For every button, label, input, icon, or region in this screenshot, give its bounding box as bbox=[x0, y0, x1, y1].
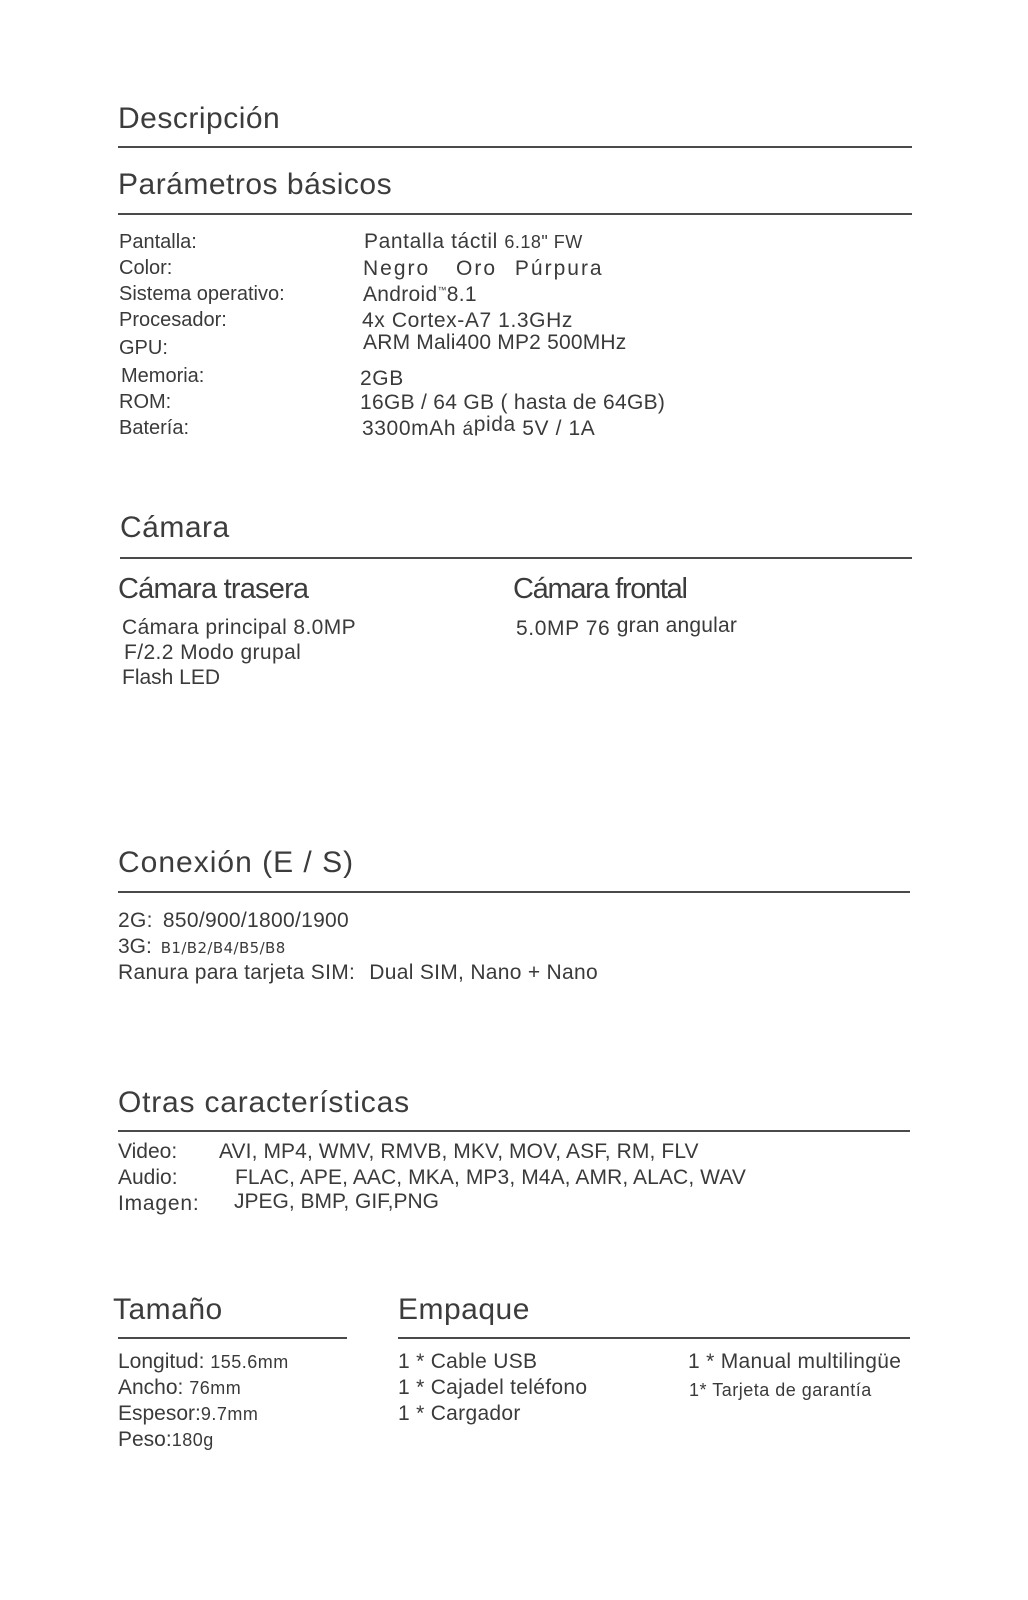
tamano-longitud-label: Longitud: bbox=[118, 1350, 205, 1373]
empaque-item-5: 1* Tarjeta de garantía bbox=[689, 1380, 872, 1400]
camara-trasera-line-1: Cámara principal 8.0MP bbox=[122, 616, 357, 639]
value-gpu: ARM Mali400 MP2 500MHz bbox=[363, 331, 627, 354]
conexion-sim bbox=[118, 961, 598, 985]
conexion-3g-value: B1/B2/B4/B5/B8 bbox=[160, 939, 286, 957]
conexion-sim-value: Dual SIM, Nano + Nano bbox=[369, 961, 598, 984]
camara-trasera-line-2: F/2.2 Modo grupal bbox=[124, 641, 302, 664]
color-purpura: Púrpura bbox=[514, 257, 604, 280]
conexion-rule bbox=[118, 891, 910, 893]
conexion-3g-label: 3G: bbox=[118, 935, 152, 958]
conexion-2g bbox=[118, 909, 349, 933]
label-so: Sistema operativo: bbox=[119, 283, 285, 305]
value-pantalla-size: 6.18" FW bbox=[504, 232, 583, 252]
otras-audio-value: FLAC, APE, AAC, MKA, MP3, M4A, AMR, ALAC, WAV bbox=[235, 1166, 746, 1189]
camara-heading: Cámara bbox=[120, 511, 230, 544]
empaque-item-1: 1 * Cable USB bbox=[398, 1350, 538, 1373]
label-memoria: Memoria: bbox=[121, 365, 205, 387]
label-bateria: Batería: bbox=[119, 417, 190, 439]
otras-video-value: AVI, MP4, WMV, RMVB, MKV, MOV, ASF, RM, FLV bbox=[219, 1140, 699, 1163]
bateria-capacidad: 3300mAh bbox=[362, 417, 457, 440]
camara-trasera-heading: Cámara trasera bbox=[118, 573, 309, 605]
camara-frontal-heading: Cámara frontal bbox=[513, 573, 687, 605]
bateria-accent: á bbox=[462, 419, 474, 440]
tamano-ancho bbox=[118, 1376, 241, 1400]
tamano-peso bbox=[118, 1428, 214, 1452]
conexion-3g bbox=[118, 935, 286, 959]
label-gpu: GPU: bbox=[119, 337, 168, 359]
conexion-heading: Conexión (E / S) bbox=[118, 846, 355, 879]
camara-rule bbox=[120, 557, 912, 559]
empaque-rule bbox=[398, 1337, 910, 1339]
basicos-heading: Parámetros básicos bbox=[118, 168, 393, 201]
bateria-carga: 5V / 1A bbox=[522, 417, 596, 440]
bateria-rapida: pida bbox=[473, 413, 516, 436]
basicos-rule bbox=[118, 213, 912, 215]
tamano-longitud-value: 155.6mm bbox=[210, 1352, 289, 1372]
empaque-heading: Empaque bbox=[398, 1293, 530, 1326]
value-memoria: 2GB bbox=[360, 367, 404, 390]
label-color: Color: bbox=[119, 257, 173, 279]
otras-rule bbox=[118, 1130, 910, 1132]
value-procesador: 4x Cortex-A7 1.3GHz bbox=[362, 309, 573, 332]
value-color bbox=[363, 257, 604, 281]
label-procesador: Procesador: bbox=[119, 309, 227, 331]
tamano-longitud bbox=[118, 1350, 289, 1374]
otras-heading: Otras características bbox=[118, 1086, 410, 1119]
empaque-item-4: 1 * Manual multilingüe bbox=[688, 1350, 902, 1373]
otras-imagen-value: JPEG, BMP, GIF,PNG bbox=[234, 1190, 439, 1213]
so-name: Android bbox=[363, 283, 438, 306]
label-pantalla: Pantalla: bbox=[119, 231, 197, 253]
otras-video-label: Video: bbox=[118, 1140, 178, 1163]
otras-imagen-label: Imagen: bbox=[118, 1192, 200, 1215]
color-oro: Oro bbox=[456, 257, 498, 280]
value-pantalla bbox=[364, 230, 583, 254]
conexion-sim-label: Ranura para tarjeta SIM: bbox=[118, 961, 356, 984]
tamano-espesor-label: Espesor: bbox=[118, 1402, 201, 1425]
label-rom: ROM: bbox=[119, 391, 172, 413]
camara-frontal-value bbox=[516, 614, 738, 641]
tamano-espesor bbox=[118, 1402, 258, 1426]
camara-trasera-line-3: Flash LED bbox=[122, 666, 221, 689]
empaque-item-2: 1 * Cajadel teléfono bbox=[398, 1376, 588, 1399]
camara-frontal-mp: 5.0MP 76 bbox=[516, 617, 611, 640]
descripcion-heading: Descripción bbox=[118, 102, 281, 135]
descripcion-rule bbox=[118, 146, 912, 148]
value-bateria bbox=[362, 413, 596, 441]
conexion-2g-value: 850/900/1800/1900 bbox=[162, 909, 350, 932]
conexion-2g-label: 2G: bbox=[118, 909, 153, 932]
color-negro: Negro bbox=[363, 257, 431, 280]
tamano-rule bbox=[118, 1337, 347, 1339]
tamano-ancho-value: 76mm bbox=[189, 1378, 242, 1398]
value-so bbox=[363, 283, 477, 307]
tamano-heading: Tamaño bbox=[113, 1293, 223, 1326]
empaque-item-3: 1 * Cargador bbox=[398, 1402, 521, 1425]
value-rom: 16GB / 64 GB ( hasta de 64GB) bbox=[360, 391, 666, 414]
value-pantalla-type: Pantalla táctil bbox=[364, 230, 498, 253]
otras-audio-label: Audio: bbox=[118, 1166, 178, 1189]
tamano-peso-label: Peso: bbox=[118, 1428, 172, 1451]
trademark-symbol: ™ bbox=[437, 285, 447, 295]
tamano-ancho-label: Ancho: bbox=[118, 1376, 184, 1399]
so-version: 8.1 bbox=[446, 283, 477, 306]
tamano-peso-value: 180g bbox=[171, 1430, 214, 1450]
tamano-espesor-value: 9.7mm bbox=[200, 1404, 259, 1424]
camara-frontal-angular: gran angular bbox=[616, 614, 738, 637]
